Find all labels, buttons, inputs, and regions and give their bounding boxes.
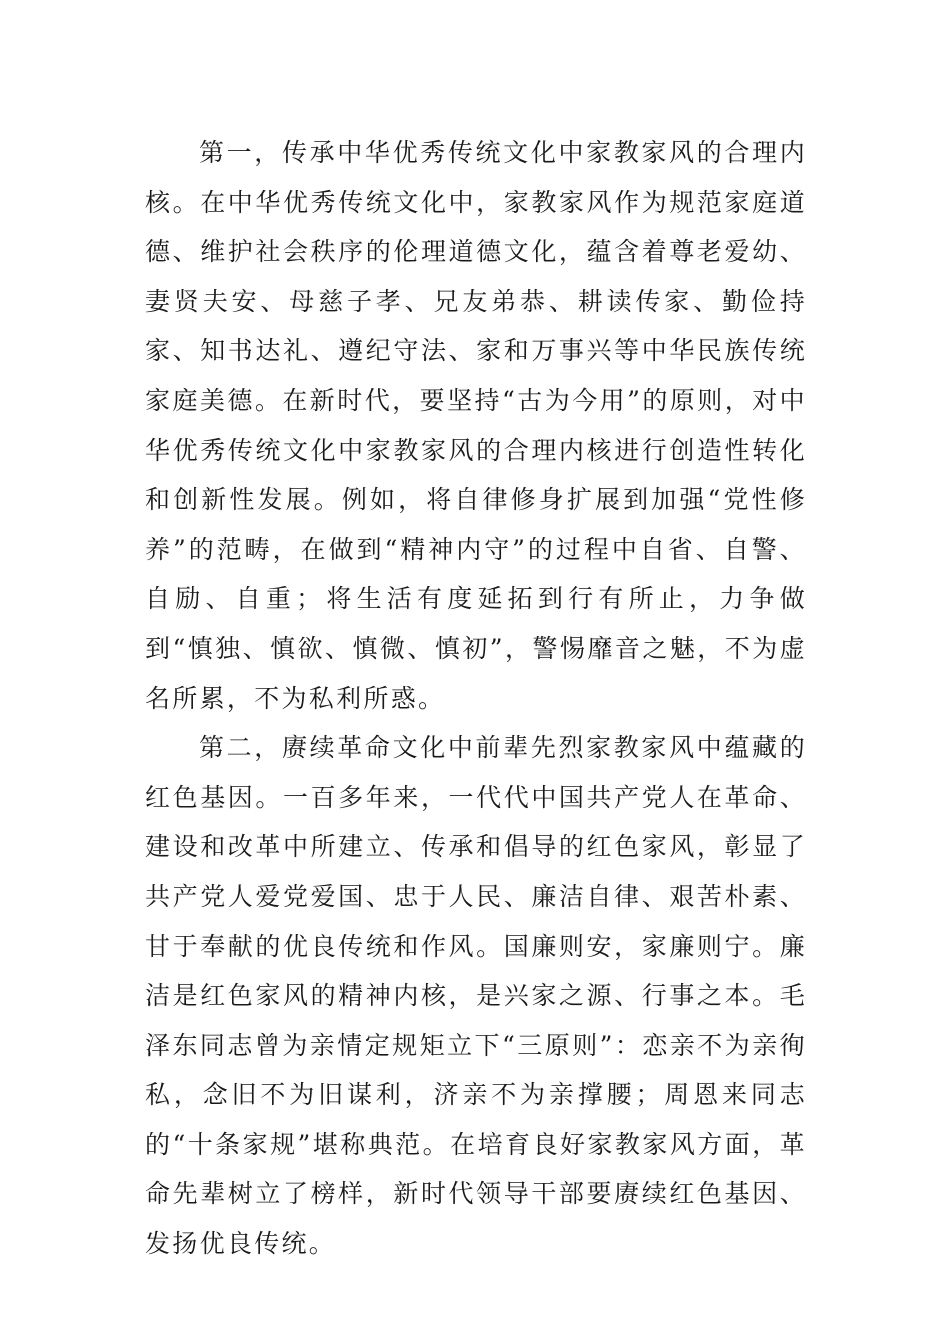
paragraph-1: 第一，传承中华优秀传统文化中家教家风的合理内核。在中华优秀传统文化中，家教家风作为规范家庭道德、维护社会秩序的伦理道德文化，蕴含着尊老爱幼、妻贤夫安、母慈子孝、兄友弟恭、耕读传家、勤俭持家、知书达礼、遵纪守法、家和万事兴等中华民族传统家庭美德。在新时代，要坚持“古为今用”的原则，对中华优秀传统文化中家教家风的合理内核进行创造性转化和创新性发展。例如，将自律修身扩展到加强“党性修养”的范畴，在做到“精神内守”的过程中自省、自警、自励、自重；将生活有度延拓到行有所止，力争做到“慎独、慎欲、慎微、慎初”，警惕靡音之魅，不为虚名所累，不为私利所惑。 <box>145 138 807 713</box>
paragraph-2: 第二，赓续革命文化中前辈先烈家教家风中蕴藏的红色基因。一百多年来，一代代中国共产党人在革命、建设和改革中所建立、传承和倡导的红色家风，彰显了共产党人爱党爱国、忠于人民、廉洁自律、艰苦朴素、甘于奉献的优良传统和作风。国廉则安，家廉则宁。廉洁是红色家风的精神内核，是兴家之源、行事之本。毛泽东同志曾为亲情定规矩立下“三原则”：恋亲不为亲徇私，念旧不为旧谋利，济亲不为亲撑腰；周恩来同志的“十条家规”堪称典范。在培育良好家教家风方面，革命先辈树立了榜样，新时代领导干部要赓续红色基因、发扬优良传统。 <box>145 733 807 1259</box>
document-body <box>145 128 807 1269</box>
